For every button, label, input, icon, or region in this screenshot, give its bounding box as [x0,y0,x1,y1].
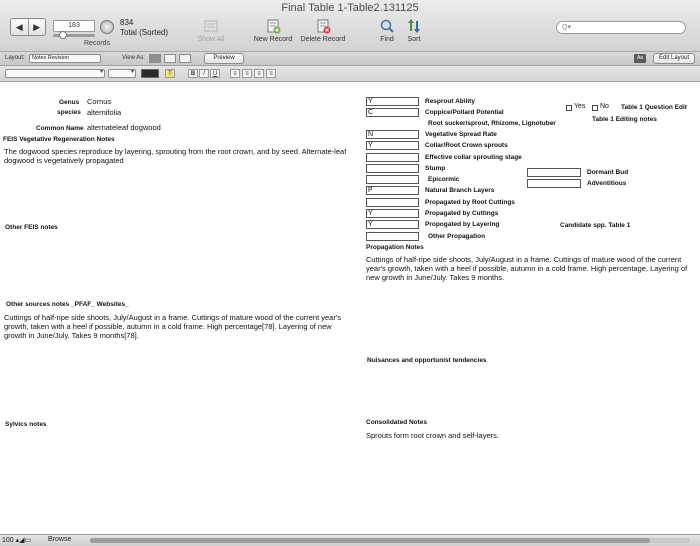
delete-record-label: Delete Record [300,36,346,43]
align-center-icon[interactable]: ≡ [242,69,252,78]
other-prop-label: Other Propagation [428,233,486,240]
coppice-field[interactable]: C [366,108,419,117]
zoom-value: 100 [2,537,14,544]
zoom-level[interactable]: 100 ▴◢▭ [2,537,32,544]
magnifier-icon [379,18,395,34]
eff-collar-label: Effective collar sprouting stage [425,154,522,161]
no-label: No [600,103,609,110]
common-name-field[interactable]: alternateleaf dogwood [87,123,161,132]
yes-label: Yes [574,103,586,110]
formatting-bar [0,66,700,82]
status-bar [0,534,700,546]
question-edit-label: Table 1 Question Edit [621,104,687,111]
prop-layering-label: Propogated by Layering [425,221,500,228]
align-left-icon[interactable]: ≡ [230,69,240,78]
record-slider-knob[interactable] [59,31,67,39]
aa-icon[interactable]: Aa [634,54,646,63]
epicormic-field[interactable] [366,175,419,184]
view-as-form-icon[interactable] [149,54,161,63]
other-feis-label: Other FEIS notes [5,224,58,231]
show-all-button[interactable] [196,18,226,43]
veg-spread-field[interactable]: N [366,130,419,139]
prop-notes-label: Propagation Notes [366,244,424,251]
italic-button[interactable]: I [199,69,209,78]
stump-label: Stump [425,165,446,172]
candidate-label: Candidate spp. Table 1 [560,222,631,229]
record-pie-icon [100,20,114,34]
show-all-label: Show All [197,36,225,43]
prop-cuttings-label: Propagated by Cuttings [425,210,499,217]
horizontal-scrollbar[interactable] [90,538,690,543]
highlight-button[interactable]: T [165,69,175,78]
window-title: Final Table 1-Table2.131125 [281,2,419,14]
consolidated-label: Consolidated Notes [366,419,428,426]
underline-button[interactable]: U [210,69,220,78]
nuisances-label: Nuisances and opportunist tendencies [367,357,487,364]
adventitious-label: Adventitious [587,180,627,187]
previous-record-icon[interactable]: ◀ [11,19,29,35]
no-checkbox[interactable] [592,105,598,111]
text-color-swatch[interactable] [141,69,159,78]
sort-icon [406,18,422,34]
resprout-ability-field[interactable]: Y [366,97,419,106]
new-record-label: New Record [253,36,293,43]
view-as-label: View As: [122,55,145,61]
nat-branch-field[interactable]: P [366,186,419,195]
scrollbar-thumb[interactable] [90,538,650,543]
eff-collar-field[interactable] [366,153,419,162]
feis-regen-field[interactable]: The dogwood species reproduce by layering, sprouting from the root crown, and by seed. Alternate-leaf dogwood is vegetatively propagated [4,147,347,165]
bold-button[interactable]: B [188,69,198,78]
layout-select[interactable]: Notes Revision [29,54,101,63]
record-count: 834 [120,18,134,27]
align-right-icon[interactable]: ≡ [254,69,264,78]
record-total: Total (Sorted) [120,28,169,37]
search-input[interactable]: Q▾ [556,21,686,34]
view-as-list-icon[interactable] [164,54,176,63]
common-name-label: Common Name [36,125,84,132]
resprout-ability-label: Resprout Ability [425,98,475,105]
records-label: Records [84,40,111,47]
stump-field[interactable] [366,164,419,173]
dormant-bud-field[interactable] [527,168,581,177]
record-form [0,83,700,534]
species-field[interactable]: alternifolia [87,108,122,117]
show-all-icon [203,18,219,34]
collar-root-label: Collar/Root Crown sprouts [425,142,508,149]
yes-checkbox[interactable] [566,105,572,111]
sort-label: Sort [407,36,421,43]
prop-cuttings-field[interactable]: Y [366,209,419,218]
delete-record-icon [315,18,331,34]
new-record-button[interactable] [253,18,293,43]
edit-layout-button[interactable]: Edit Layout [653,53,695,64]
view-as-table-icon[interactable] [179,54,191,63]
consolidated-field[interactable]: Sprouts form root crown and self-layers. [366,431,499,440]
prop-layering-field[interactable]: Y [366,220,419,229]
genus-field[interactable]: Cornus [87,97,112,106]
coppice-label: Coppice/Pollard Potential [425,109,504,116]
prop-root-label: Propagated by Root Cuttings [425,199,515,206]
next-record-icon[interactable]: ▶ [33,22,41,32]
find-button[interactable] [376,18,398,43]
prop-root-field[interactable] [366,198,419,207]
other-prop-field[interactable] [366,232,419,241]
other-sources-field[interactable]: Cuttings of half-ripe side shoots, July/August in a frame. Cuttings of mature wood of the current year's growth, taken with a heel if possible, autumn in a cold frame. High percentage[78]. Layering of new growth in June/July. Takes 9 months[78]. [4,313,342,340]
delete-record-button[interactable] [299,18,347,43]
dormant-bud-label: Dormant Bud [587,169,629,176]
mode-indicator[interactable]: Browse [48,536,72,543]
other-sources-label: Other sources notes _PFAF_ Websites_ [6,301,129,308]
sylvics-label: Sylvics notes [5,421,47,428]
find-label: Find [380,36,394,43]
genus-label: Genus [59,99,80,106]
editing-notes-label: Table 1 Editing notes [592,116,657,123]
preview-button[interactable]: Preview [204,53,244,64]
epicormic-label: Epicormic [428,176,460,183]
layout-label: Layout: [5,55,25,61]
align-justify-icon[interactable]: ≡ [266,69,276,78]
adventitious-field[interactable] [527,179,581,188]
species-label: species [57,109,81,116]
nat-branch-label: Natural Branch Layers [425,187,495,194]
prop-notes-field[interactable]: Cuttings of half-ripe side shoots, July/August in a frame. Cuttings of mature wood of the current year's growth, taken with a heel if possible, autumn in a cold frame. High percentage. Layering of new growth in June/July. Takes 9 months. [366,255,688,282]
layout-bar [0,52,700,66]
collar-root-field[interactable]: Y [366,141,419,150]
veg-spread-label: Vegetative Spread Rate [425,131,497,138]
current-record-field[interactable]: 183 [53,20,95,32]
new-record-icon [265,18,281,34]
toolbar [0,0,700,52]
feis-regen-label: FEIS Vegetative Regeneration Notes [3,136,115,143]
font-size-select[interactable] [108,69,136,78]
sort-button[interactable] [404,18,424,43]
font-select[interactable] [5,69,105,78]
root-sucker-label: Root sucker/sprout, Rhizome, Lignotuber [428,120,556,127]
record-nav-buttons[interactable] [10,18,46,36]
